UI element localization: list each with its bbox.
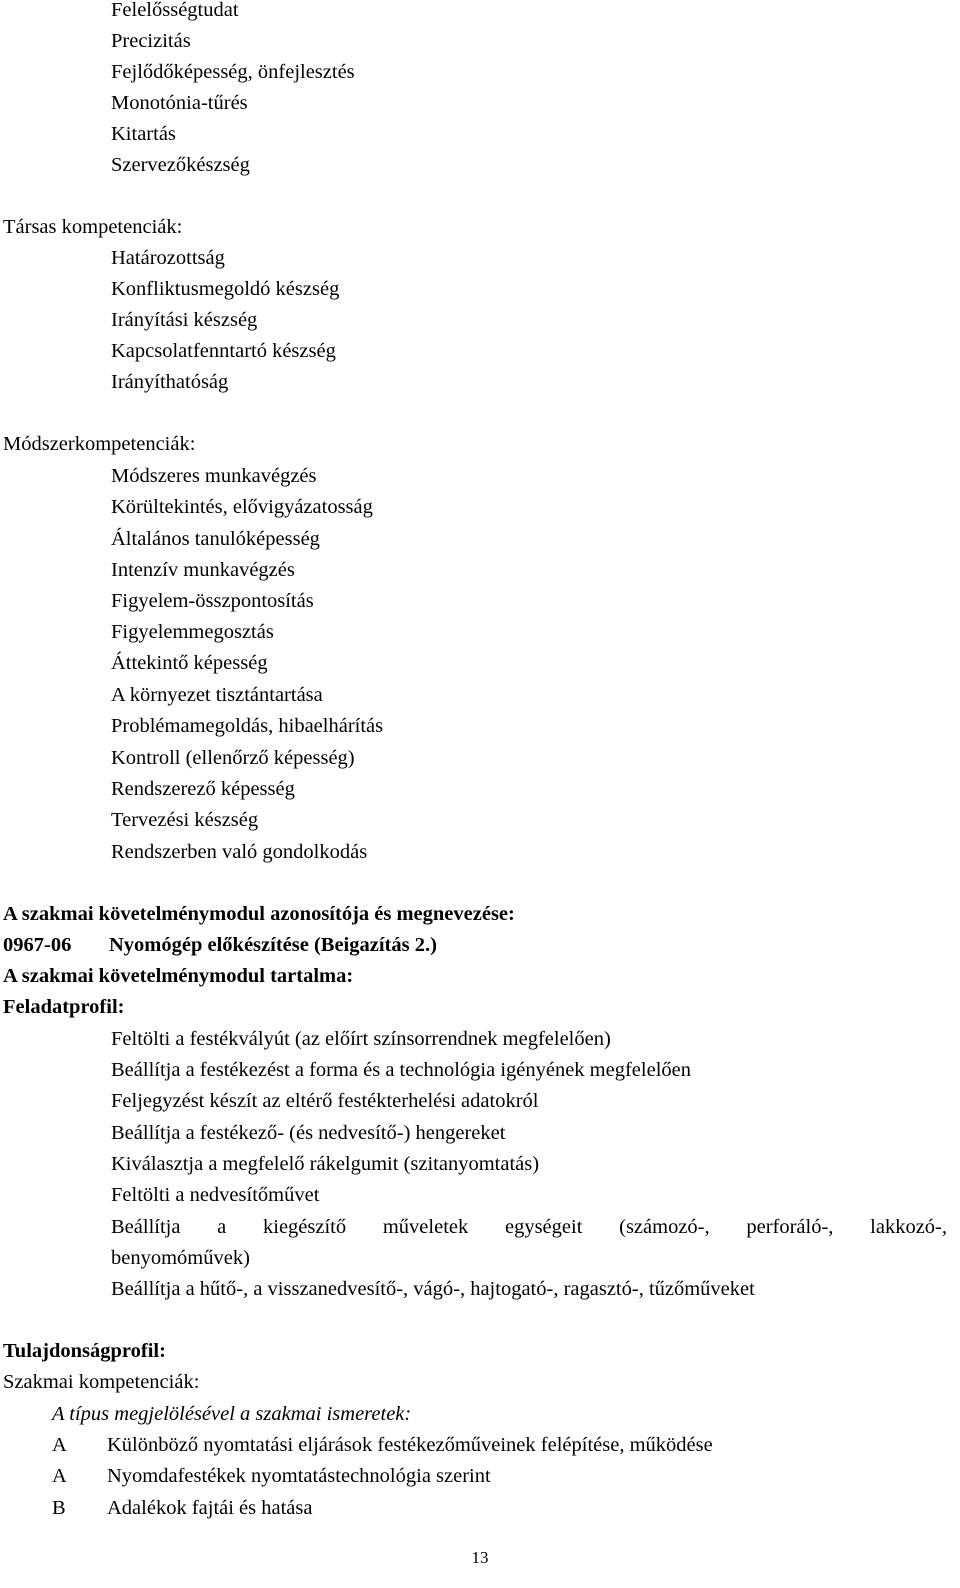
competency-item: Szervezőkészség: [111, 154, 250, 176]
module-name: Nyomógép előkészítése (Beigazítás 2.): [109, 934, 437, 956]
knowledge-type: A: [52, 1434, 67, 1456]
competency-item: Irányítási készség: [111, 309, 258, 331]
task-item-long-line1: Beállítja a kiegészítő műveletek egységeit (számozó-, perforáló-, lakkozó-,: [111, 1216, 947, 1238]
task-profile-heading: Feladatprofil:: [3, 996, 125, 1018]
module-code-line: [3, 933, 437, 957]
method-competencies-heading: Módszerkompetenciák:: [3, 433, 196, 455]
social-competencies-heading: Társas kompetenciák:: [3, 216, 183, 238]
module-id-heading: A szakmai követelménymodul azonosítója és megnevezése:: [3, 903, 515, 925]
task-item: Beállítja a festékezést a forma és a technológia igényének megfelelően: [111, 1059, 691, 1081]
competency-item: Határozottság: [111, 247, 225, 269]
knowledge-text: Nyomdafestékek nyomtatástechnológia szerint: [107, 1465, 491, 1487]
task-item-long-line2: benyomóművek): [111, 1247, 250, 1269]
competency-item: A környezet tisztántartása: [111, 684, 323, 706]
competency-item: Rendszerező képesség: [111, 778, 295, 800]
knowledge-type: B: [52, 1497, 66, 1519]
page-number: 13: [471, 1548, 489, 1567]
competency-item: Figyelem-összpontosítás: [111, 590, 314, 612]
competency-item: Általános tanulóképesség: [111, 528, 320, 550]
competency-item: Figyelemmegosztás: [111, 621, 274, 643]
competency-item: Rendszerben való gondolkodás: [111, 841, 368, 863]
competency-item: Kitartás: [111, 123, 176, 145]
competency-item: Monotónia-tűrés: [111, 92, 248, 114]
knowledge-type: A: [52, 1465, 67, 1487]
competency-item: Módszeres munkavégzés: [111, 465, 317, 487]
competency-item: Konfliktusmegoldó készség: [111, 278, 340, 300]
competency-item: Problémamegoldás, hibaelhárítás: [111, 715, 384, 737]
competency-item: Áttekintő képesség: [111, 652, 268, 674]
knowledge-text: Különböző nyomtatási eljárások festékezőműveinek felépítése, működése: [107, 1434, 713, 1456]
competency-item: Tervezési készség: [111, 809, 259, 831]
knowledge-type-note: A típus megjelölésével a szakmai ismeretek:: [52, 1403, 412, 1425]
property-profile-heading: Tulajdonságprofil:: [3, 1340, 166, 1362]
competency-item: Precizitás: [111, 30, 191, 52]
knowledge-row: [0, 1464, 491, 1488]
competency-item: Intenzív munkavégzés: [111, 559, 295, 581]
module-content-heading: A szakmai követelménymodul tartalma:: [3, 965, 354, 987]
knowledge-row: [0, 1433, 713, 1457]
knowledge-text: Adalékok fajtái és hatása: [107, 1497, 313, 1519]
competency-item: Felelősségtudat: [111, 0, 239, 21]
task-item: Feltölti a festékvályút (az előírt színsorrendnek megfelelően): [111, 1028, 611, 1050]
knowledge-row: [0, 1496, 312, 1520]
professional-competencies-heading: Szakmai kompetenciák:: [3, 1371, 200, 1393]
module-code: 0967-06: [3, 934, 72, 956]
competency-item: Körültekintés, elővigyázatosság: [111, 496, 373, 518]
competency-item: Fejlődőképesség, önfejlesztés: [111, 61, 355, 83]
competency-item: Irányíthatóság: [111, 371, 229, 393]
competency-item: Kontroll (ellenőrző képesség): [111, 747, 355, 769]
task-item: Feljegyzést készít az eltérő festékterhelési adatokról: [111, 1090, 539, 1112]
task-item: Beállítja a festékező- (és nedvesítő-) hengereket: [111, 1122, 506, 1144]
competency-item: Kapcsolatfenntartó készség: [111, 340, 336, 362]
task-item: Kiválasztja a megfelelő rákelgumit (szitanyomtatás): [111, 1153, 540, 1175]
task-item: Feltölti a nedvesítőművet: [111, 1184, 320, 1206]
task-item: Beállítja a hűtő-, a visszanedvesítő-, vágó-, hajtogató-, ragasztó-, tűzőműveket: [111, 1278, 755, 1300]
